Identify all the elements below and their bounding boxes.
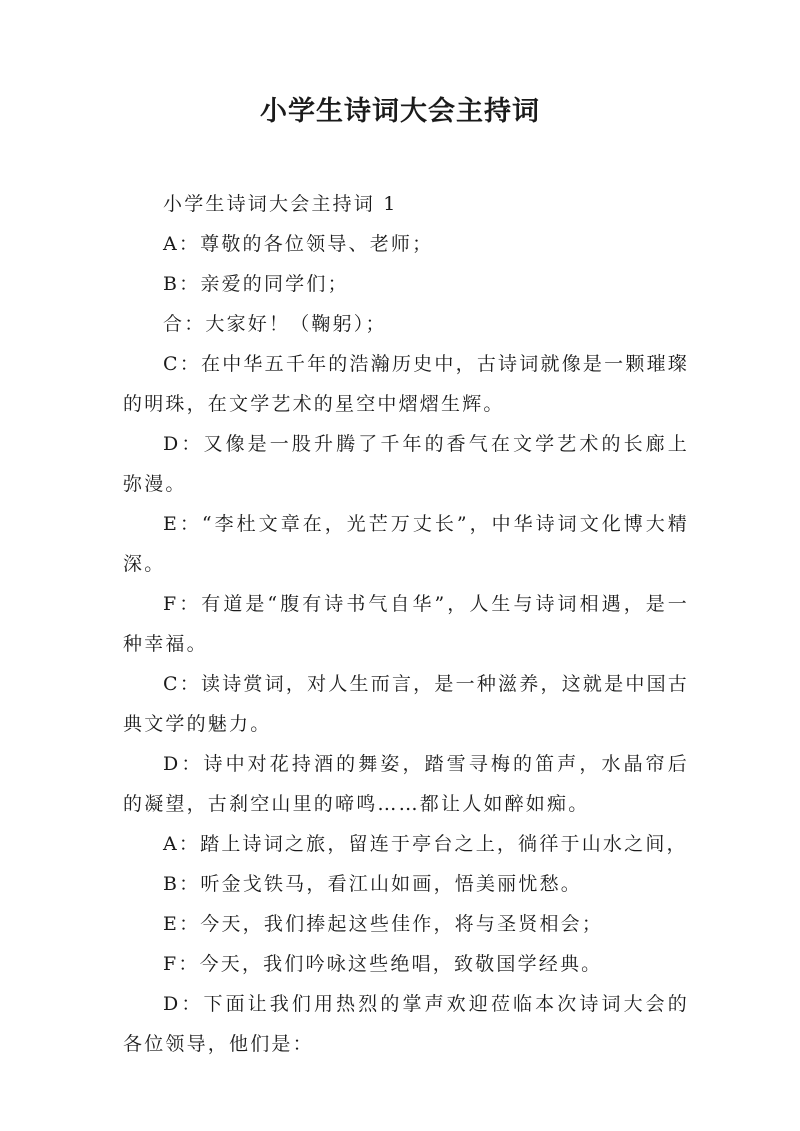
- document-title: 小学生诗词大会主持词: [260, 96, 540, 127]
- paragraph: C：读诗赏词，对人生而言，是一种滋养，这就是中国古典文学的魅力。: [123, 673, 689, 735]
- paragraph: C：在中华五千年的浩瀚历史中，古诗词就像是一颗璀璨的明珠，在文学艺术的星空中熠熠生辉。: [123, 353, 689, 415]
- paragraph: D：又像是一股升腾了千年的香气在文学艺术的长廊上弥漫。: [123, 433, 689, 495]
- paragraph: F：今天，我们吟咏这些绝唱，致敬国学经典。: [163, 953, 603, 975]
- paragraph: D：诗中对花持酒的舞姿，踏雪寻梅的笛声，水晶帘后的凝望，古刹空山里的啼鸣……都让人如醉如痴。: [123, 753, 689, 815]
- paragraph: E：“李杜文章在，光芒万丈长”，中华诗词文化博大精深。: [123, 513, 689, 575]
- paragraph: A：踏上诗词之旅，留连于亭台之上，徜徉于山水之间，: [163, 833, 688, 855]
- paragraph: 合：大家好！（鞠躬）；: [163, 313, 387, 335]
- paragraph: A：尊敬的各位领导、老师；: [163, 233, 434, 255]
- paragraph: B：亲爱的同学们；: [163, 273, 349, 295]
- paragraph: B：听金戈铁马，看江山如画，悟美丽忧愁。: [163, 873, 582, 895]
- paragraph: F：有道是“腹有诗书气自华”，人生与诗词相遇，是一种幸福。: [123, 593, 689, 655]
- document-body: [123, 184, 689, 1064]
- paragraph-heading: 小学生诗词大会主持词 1: [163, 193, 398, 215]
- paragraph: D：下面让我们用热烈的掌声欢迎莅临本次诗词大会的各位领导，他们是：: [123, 993, 689, 1055]
- paragraph: E：今天，我们捧起这些佳作，将与圣贤相会；: [163, 913, 604, 935]
